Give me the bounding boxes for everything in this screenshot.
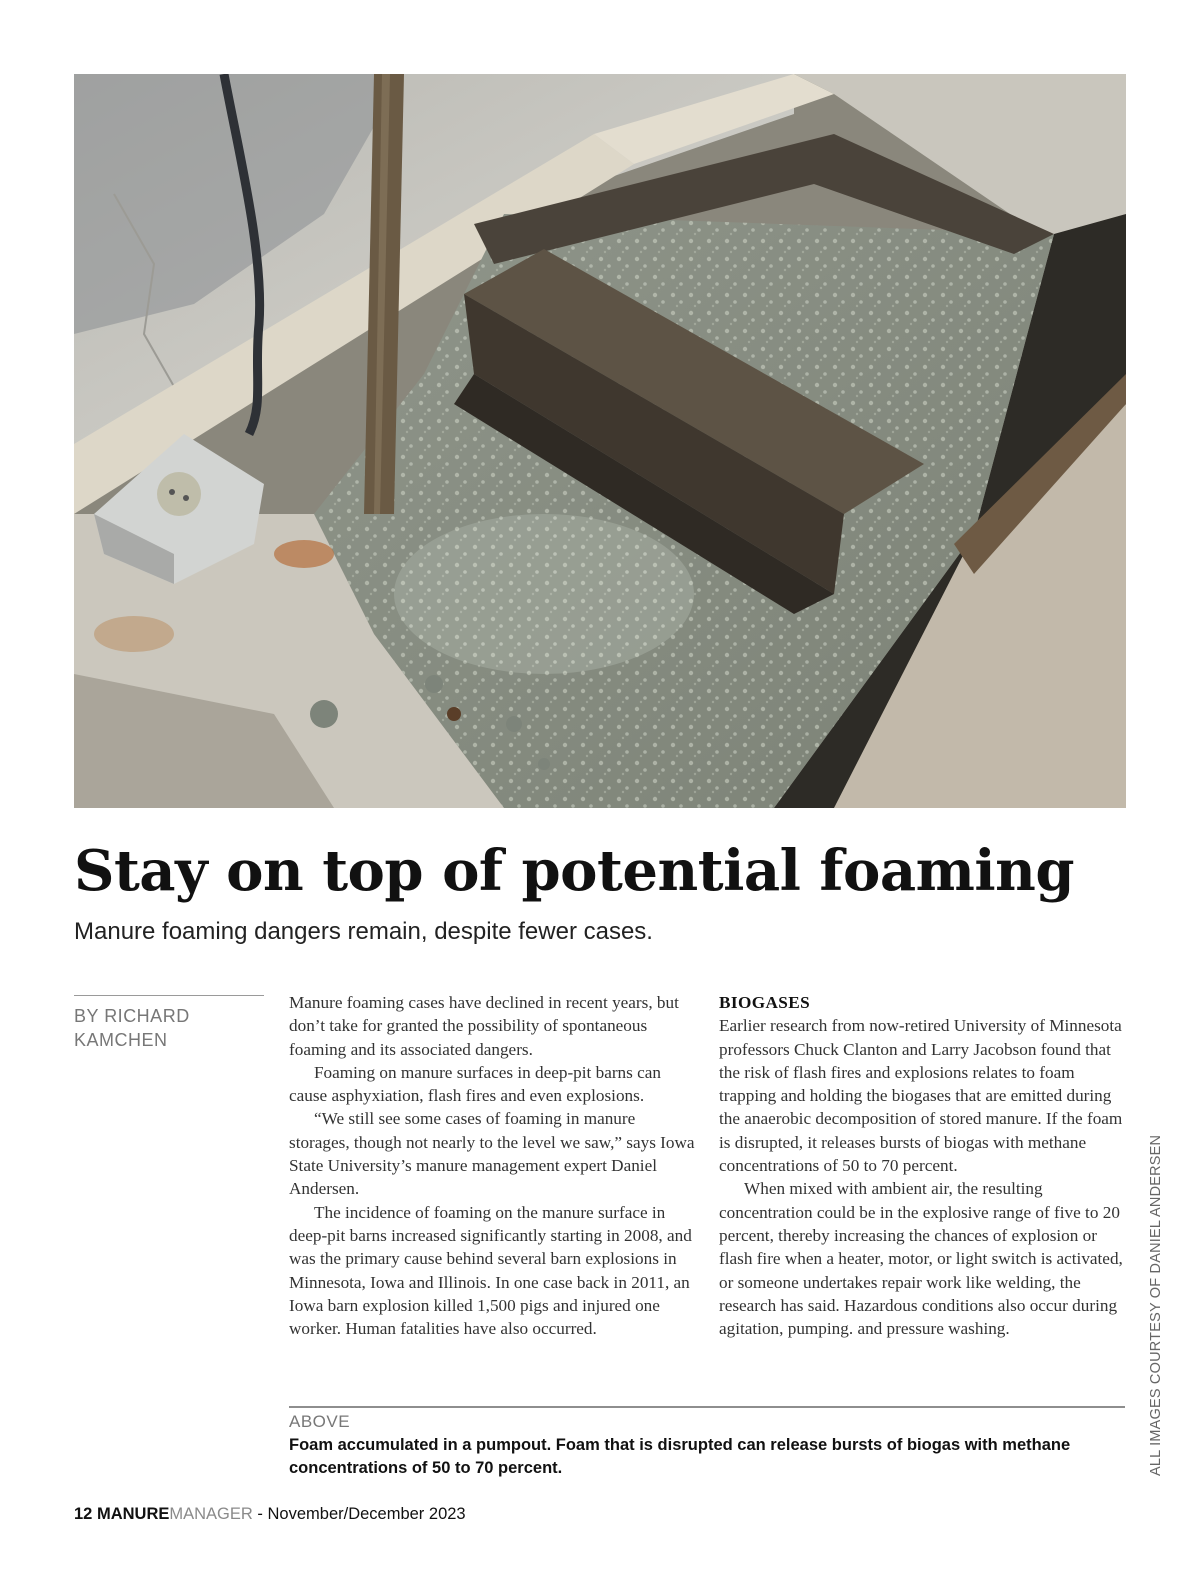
paragraph-3: “We still see some cases of foaming in manure storages, though not nearly to the level we saw,” says Iowa State University’s manure management expert Daniel Andersen. <box>289 1109 695 1199</box>
paragraph-6: When mixed with ambient air, the resulting concentration could be in the explosive range of five to 20 percent, thereby increasing the chances of explosion or flash fire when a heater, motor, or light switch is activated, or someone undertakes repair work like welding, the research has said. Hazardous conditions also occur during agitation, pumping. and pressure washing. <box>719 1179 1123 1339</box>
caption-kicker: ABOVE <box>289 1412 351 1431</box>
article-column-2 <box>719 991 1131 1340</box>
magazine-name-bold: MANURE <box>96 1505 170 1523</box>
subhead-biogases: BIOGASES <box>719 993 811 1012</box>
magazine-name-light: MANAGER <box>169 1505 253 1523</box>
paragraph-4: The incidence of foaming on the manure surface in deep-pit barns increased significantly starting in 2008, and was the primary cause behind several barn explosions in Minnesota, Iowa and Illinois. In one case back in 2011, an Iowa barn explosion killed 1,500 pigs and injured one worker. Human fatalities have also occurred. <box>289 1202 692 1339</box>
page-number: 12 <box>74 1505 93 1523</box>
page-folio <box>74 1505 466 1524</box>
foam-pumpout-photo <box>74 74 1126 808</box>
byline-line1: BY RICHARD <box>74 1006 190 1026</box>
photo-caption: Foam accumulated in a pumpout. Foam that is disrupted can release bursts of biogas with methane concentrations of 50 to 70 percent. <box>289 1436 1071 1477</box>
byline <box>74 995 264 1052</box>
paragraph-1: Manure foaming cases have declined in recent years, but don’t take for granted the possibility of spontaneous foaming and its associated dangers. <box>289 993 679 1059</box>
foam-pumpout-photo-icon <box>74 74 1126 808</box>
byline-line2: KAMCHEN <box>74 1030 168 1050</box>
paragraph-5: Earlier research from now-retired University of Minnesota professors Chuck Clanton and Larry Jacobson found that the risk of flash fires and explosions relates to foam trapping and holding the biogases that are emitted during the anaerobic decomposition of stored manure. If the foam is disrupted, it releases bursts of biogas with methane concentrations of 50 to 70 percent. <box>719 1016 1123 1176</box>
issue-date: November/December 2023 <box>267 1505 466 1523</box>
folio-separator: - <box>257 1505 263 1523</box>
photo-credit: ALL IMAGES COURTESY OF DANIEL ANDERSEN <box>1148 1134 1164 1476</box>
article-headline: Stay on top of potential foaming <box>74 838 1075 904</box>
article-deck: Manure foaming dangers remain, despite fewer cases. <box>74 918 653 945</box>
article-column-1 <box>289 991 699 1340</box>
paragraph-2: Foaming on manure surfaces in deep-pit barns can cause asphyxiation, flash fires and even explosions. <box>289 1062 661 1106</box>
caption-divider <box>289 1406 1125 1408</box>
